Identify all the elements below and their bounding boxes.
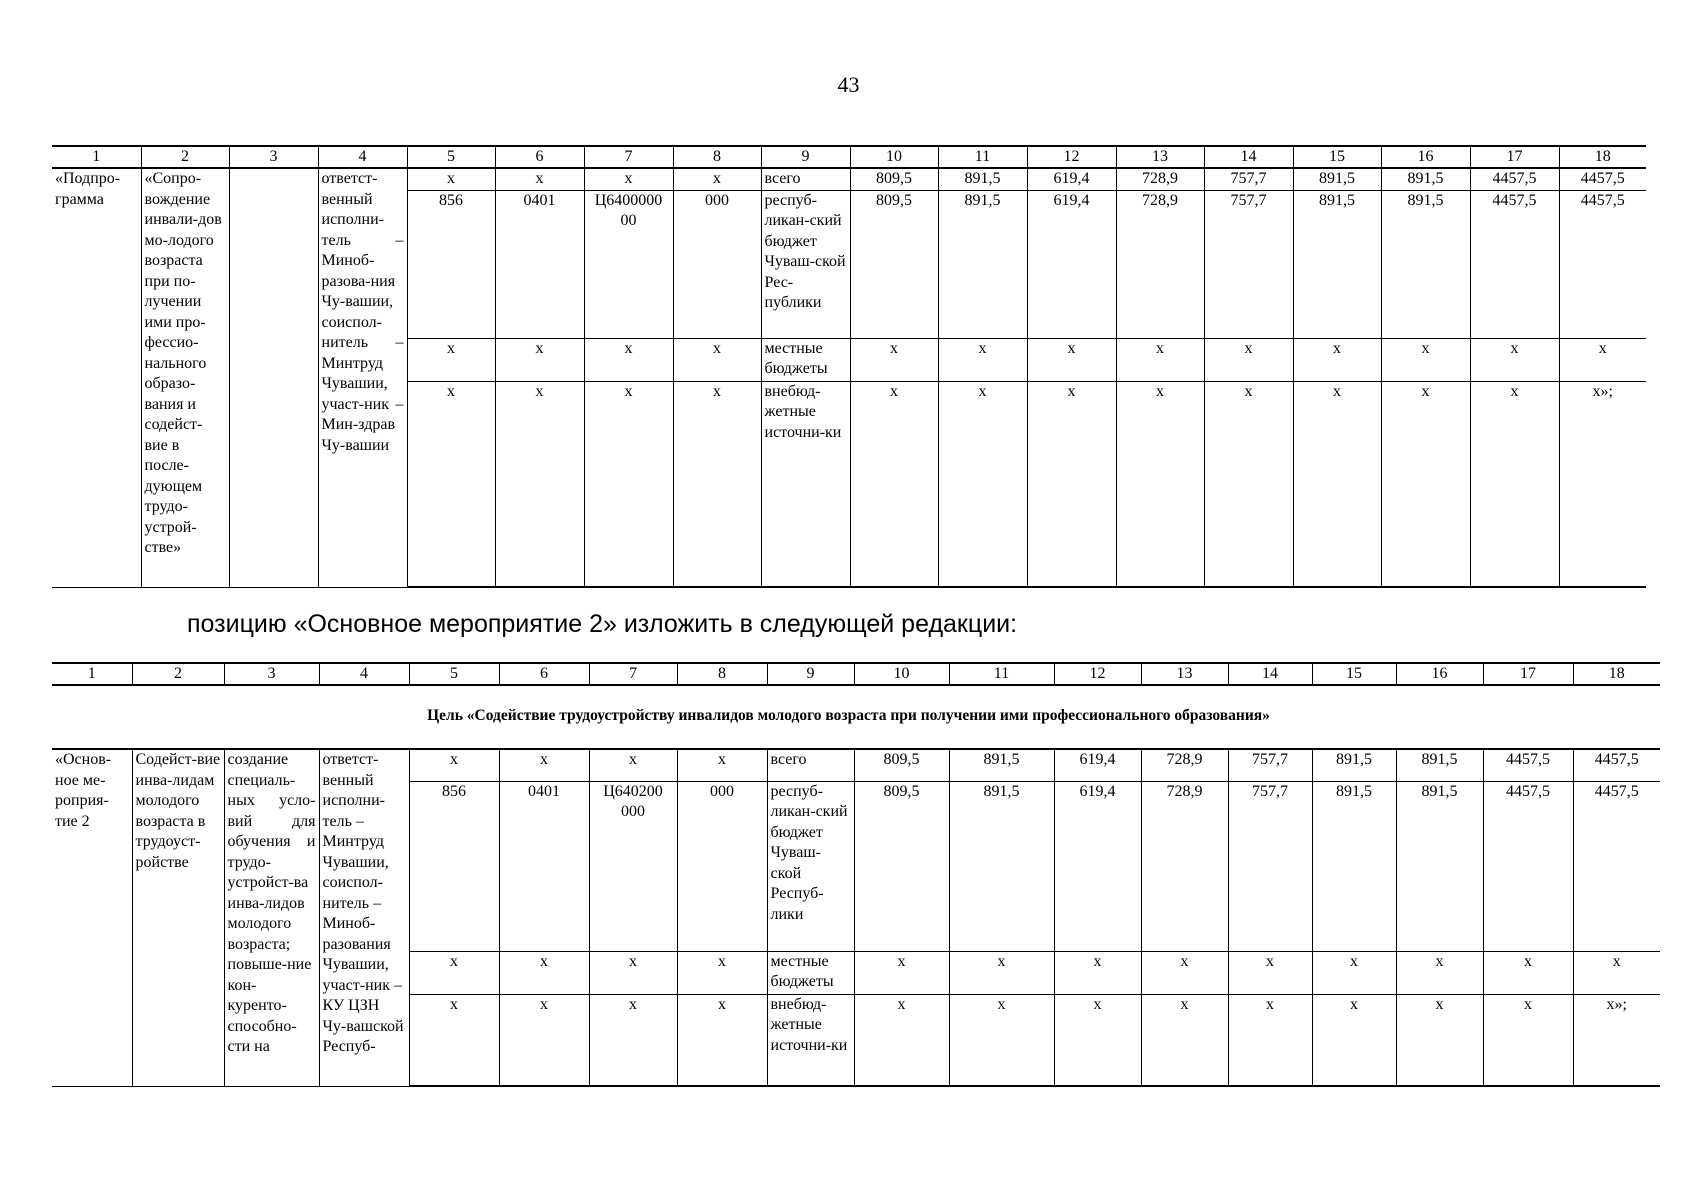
source-cell: всего [761,168,850,190]
target-article-cell: x [584,381,673,587]
section-cell: x [495,168,584,190]
column-number-header-table [52,662,1660,686]
value-cell: 809,5 [854,749,949,781]
value-cell: 891,5 [1293,190,1381,338]
header-cell: 18 [1559,146,1646,168]
header-cell: 11 [949,663,1054,685]
header-cell: 18 [1573,663,1660,685]
value-cell: x [1116,338,1204,381]
expense-type-cell: 000 [677,781,767,951]
header-cell: 13 [1116,146,1204,168]
value-cell: x [1312,951,1396,994]
value-cell: 891,5 [949,781,1054,951]
value-cell: x [1141,994,1228,1086]
value-cell: 4457,5 [1470,190,1559,338]
header-cell: 15 [1312,663,1396,685]
header-cell: 5 [407,146,495,168]
header-cell: 1 [52,146,141,168]
goal-cell [229,168,318,587]
value-cell: x [1381,381,1470,587]
section-cell: x [499,749,589,781]
value-cell: 728,9 [1141,781,1228,951]
budget-table-main-activity [52,748,1660,1087]
value-cell: x [1141,951,1228,994]
value-cell: x [1396,994,1483,1086]
value-cell: 4457,5 [1470,168,1559,190]
grbs-cell: 856 [409,781,499,951]
source-cell: всего [767,749,854,781]
value-cell: x [850,338,938,381]
section-cell: 0401 [495,190,584,338]
value-cell: x»; [1573,994,1660,1086]
section-cell: x [499,994,589,1086]
header-cell: 8 [673,146,761,168]
value-cell: 757,7 [1204,168,1293,190]
value-cell: 891,5 [1381,190,1470,338]
header-cell: 4 [318,146,407,168]
instruction-text: позицию «Основное мероприятие 2» изложить в следующей редакции: [187,610,1018,638]
header-cell: 16 [1381,146,1470,168]
value-cell: 809,5 [850,168,938,190]
source-cell: внебюд-жетные источни-ки [767,994,854,1086]
value-cell: x [1204,381,1293,587]
value-cell: x [1293,381,1381,587]
value-cell: 4457,5 [1573,749,1660,781]
header-cell: 7 [584,146,673,168]
expense-type-cell: x [677,994,767,1086]
header-row [52,146,1646,168]
value-cell: x [1054,994,1141,1086]
activity-title-cell: Содейст-вие инва-лидам молодого возраста в трудоуст-ройстве [132,749,224,1086]
value-cell: 891,5 [1396,749,1483,781]
grbs-cell: 856 [407,190,495,338]
value-cell: 619,4 [1054,781,1141,951]
value-cell: 4457,5 [1483,781,1573,951]
value-cell: 728,9 [1116,190,1204,338]
header-cell: 8 [677,663,767,685]
value-cell: 728,9 [1141,749,1228,781]
value-cell: x [850,381,938,587]
section-cell: x [499,951,589,994]
goal-cell: создание специаль-ных усло-вий для обучения и трудо-устройст-ва инва-лидов молодого возраста; повыше-ние кон-куренто-способно-сти на [224,749,319,1086]
header-cell: 6 [495,146,584,168]
value-cell: x [1116,381,1204,587]
executor-cell: ответст-венный исполни-тель – Минтруд Чувашии, соиспол-нитель – Миноб-разования Чувашии, участ-ник – КУ ЦЗН Чу-вашской Респуб- [319,749,409,1086]
source-cell: респуб-ликан-ский бюджет Чуваш-ской Рес-публики [761,190,850,338]
header-row [52,663,1660,685]
header-cell: 14 [1228,663,1312,685]
target-article-cell: x [584,168,673,190]
program-title-cell: «Сопро-вождение инвали-дов мо-лодого возраста при по-лучении ими про-фессио-нального образо-вания и содейст-вие в после-дующем трудо-устрой-стве» [141,168,229,587]
value-cell: x [1483,951,1573,994]
header-cell: 7 [589,663,677,685]
grbs-cell: x [409,749,499,781]
grbs-cell: x [409,994,499,1086]
expense-type-cell: x [673,168,761,190]
value-cell: 757,7 [1228,749,1312,781]
value-cell: 728,9 [1116,168,1204,190]
value-cell: x [938,338,1027,381]
value-cell: 809,5 [854,781,949,951]
value-cell: 619,4 [1027,190,1116,338]
header-cell: 15 [1293,146,1381,168]
value-cell: x [949,994,1054,1086]
target-article-cell: Ц640200 000 [589,781,677,951]
value-cell: x [1027,338,1116,381]
header-cell: 10 [854,663,949,685]
header-cell: 9 [761,146,850,168]
header-cell: 2 [141,146,229,168]
value-cell: 891,5 [1381,168,1470,190]
value-cell: x [1573,951,1660,994]
value-cell: 891,5 [1293,168,1381,190]
expense-type-cell: x [677,749,767,781]
target-article-cell: x [584,338,673,381]
value-cell: x [1483,994,1573,1086]
activity-name-cell: «Основ-ное ме-роприя-тие 2 [52,749,132,1086]
header-cell: 9 [767,663,854,685]
section-cell: 0401 [499,781,589,951]
value-cell: x [1470,338,1559,381]
value-cell: x [854,951,949,994]
value-cell: 891,5 [949,749,1054,781]
value-cell: x [854,994,949,1086]
grbs-cell: x [407,381,495,587]
value-cell: 4457,5 [1559,168,1646,190]
goal-heading: Цель «Содействие трудоустройству инвалидов молодого возраста при получении ими профессионального образования» [427,707,1270,724]
expense-type-cell: x [673,338,761,381]
grbs-cell: x [407,338,495,381]
executor-cell: ответст-венный исполни-тель – Миноб-разова-ния Чу-вашии, соиспол-нитель – Минтруд Чувашии, участ-ник – Мин-здрав Чу-вашии [318,168,407,587]
value-cell: 4457,5 [1573,781,1660,951]
value-cell: 757,7 [1228,781,1312,951]
value-cell: x [1027,381,1116,587]
header-cell: 10 [850,146,938,168]
table-row [52,749,1660,781]
header-cell: 12 [1027,146,1116,168]
source-cell: внебюд-жетные источни-ки [761,381,850,587]
grbs-cell: x [409,951,499,994]
header-cell: 16 [1396,663,1483,685]
value-cell: 891,5 [1312,781,1396,951]
program-name-cell: «Подпро-грамма [52,168,141,587]
page-number: 43 [837,72,860,97]
value-cell: 619,4 [1054,749,1141,781]
value-cell: 619,4 [1027,168,1116,190]
section-cell: x [495,381,584,587]
target-article-cell: x [589,994,677,1086]
value-cell: x [938,381,1027,587]
table-row [52,168,1646,190]
value-cell: 891,5 [938,168,1027,190]
value-cell: x [1396,951,1483,994]
source-cell: респуб-ликан-ский бюджет Чуваш-ской Респуб-лики [767,781,854,951]
section-cell: x [495,338,584,381]
value-cell: 4457,5 [1483,749,1573,781]
target-article-cell: x [589,951,677,994]
header-cell: 6 [499,663,589,685]
value-cell: 4457,5 [1559,190,1646,338]
target-article-cell: Ц6400000 00 [584,190,673,338]
value-cell: x [1312,994,1396,1086]
value-cell: x [1559,338,1646,381]
header-cell: 12 [1054,663,1141,685]
value-cell: 891,5 [1396,781,1483,951]
value-cell: 809,5 [850,190,938,338]
budget-table-subprogram [52,145,1646,588]
value-cell: x [1381,338,1470,381]
value-cell: x [949,951,1054,994]
value-cell: 891,5 [938,190,1027,338]
header-cell: 11 [938,146,1027,168]
header-cell: 14 [1204,146,1293,168]
value-cell: x [1228,951,1312,994]
header-cell: 3 [229,146,318,168]
value-cell: x [1054,951,1141,994]
header-cell: 13 [1141,663,1228,685]
target-article-cell: x [589,749,677,781]
expense-type-cell: x [677,951,767,994]
source-cell: местные бюджеты [767,951,854,994]
header-cell: 17 [1483,663,1573,685]
header-cell: 17 [1470,146,1559,168]
value-cell: x [1470,381,1559,587]
value-cell: 891,5 [1312,749,1396,781]
value-cell: x [1228,994,1312,1086]
source-cell: местные бюджеты [761,338,850,381]
header-cell: 4 [319,663,409,685]
expense-type-cell: x [673,381,761,587]
value-cell: x»; [1559,381,1646,587]
header-cell: 2 [132,663,224,685]
grbs-cell: x [407,168,495,190]
value-cell: x [1204,338,1293,381]
expense-type-cell: 000 [673,190,761,338]
header-cell: 1 [52,663,132,685]
header-cell: 5 [409,663,499,685]
value-cell: x [1293,338,1381,381]
header-cell: 3 [224,663,319,685]
value-cell: 757,7 [1204,190,1293,338]
